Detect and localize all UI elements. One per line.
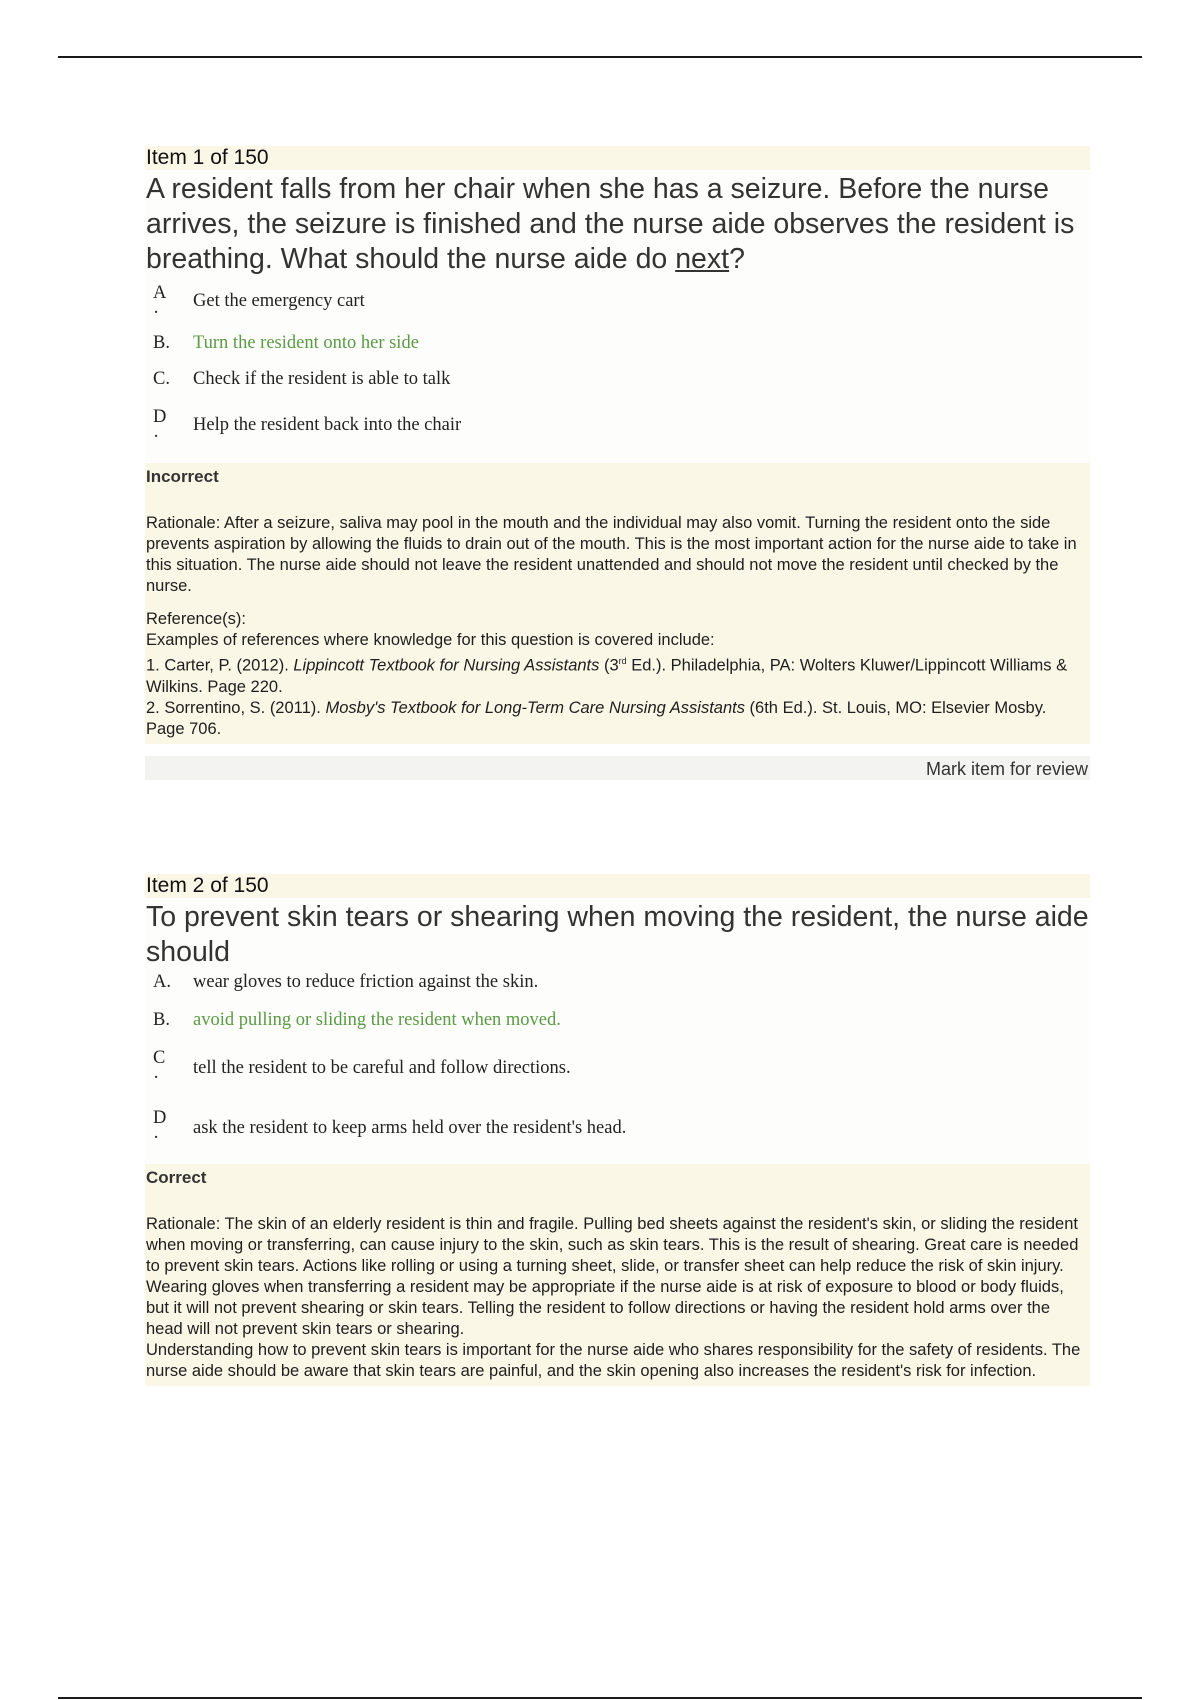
item-2 [145, 874, 1090, 1386]
item-1-options [145, 277, 1090, 463]
option-letter: D · [153, 407, 167, 447]
option-letter: B. [153, 1010, 170, 1030]
item-1-option-d[interactable] [145, 407, 1090, 457]
option-letter: D · [153, 1108, 167, 1148]
option-text: Get the emergency cart [193, 291, 365, 311]
item-1 [145, 146, 1090, 780]
option-text: wear gloves to reduce friction against the skin. [193, 972, 539, 992]
item-1-feedback [145, 463, 1090, 744]
item-2-stem: To prevent skin tears or shearing when moving the resident, the nurse aide should [146, 901, 1089, 968]
item-2-option-c[interactable] [145, 1048, 1090, 1108]
item-2-question [145, 900, 1090, 1164]
reference-1: 1. Carter, P. (2012). Lippincott Textbook for Nursing Assistants (3rd Ed.). Philadelphia, PA: Wolters Kluwer/Lippincott Williams & Wilkins. Page 220. [146, 656, 1068, 696]
option-text: ask the resident to keep arms held over the resident's head. [193, 1118, 627, 1138]
option-text: Help the resident back into the chair [193, 415, 462, 435]
item-1-question [145, 172, 1090, 463]
option-text: Check if the resident is able to talk [193, 369, 451, 389]
stem-emphasis: next [675, 243, 730, 275]
item-2-rationale-1: Rationale: The skin of an elderly resident is thin and fragile. Pulling bed sheets against the resident's skin, or sliding the resident when moving or transferring, can cause injury to the skin, such as skin tears. This is the result of shearing. Great care is needed to prevent skin tears. Actions like rolling or using a turning sheet, slide, or transfer sheet can help reduce the risk of skin injury. [146, 1215, 1079, 1275]
bottom-rule [58, 1697, 1142, 1699]
option-letter: C. [153, 369, 170, 389]
option-text: avoid pulling or sliding the resident when moved. [193, 1010, 561, 1030]
item-2-rationale-3: Understanding how to prevent skin tears is important for the nurse aide who shares responsibility for the safety of residents. The nurse aide should be aware that skin tears are painful, and the skin opening also increases the resident's risk for infection. [146, 1341, 1081, 1380]
reference-2: 2. Sorrentino, S. (2011). Mosby's Textbook for Long-Term Care Nursing Assistants (6th Ed.). St. Louis, MO: Elsevier Mosby. Page 706. [146, 698, 1047, 738]
references-intro: Examples of references where knowledge for this question is covered include: [146, 631, 715, 649]
stem-text: A resident falls from her chair when she has a seizure. Before the nurse arrives, the seizure is finished and the nurse aide observes the resident is breathing. What should the nurse aide do [146, 173, 1075, 275]
item-1-option-c[interactable] [145, 369, 1090, 407]
references-title: Reference(s): [146, 610, 246, 628]
top-rule [58, 56, 1142, 58]
item-1-stem [145, 172, 1090, 277]
item-1-status: Incorrect [146, 467, 219, 486]
item-2-feedback [145, 1164, 1090, 1386]
item-2-option-a[interactable] [145, 972, 1090, 1010]
option-letter: B. [153, 333, 170, 353]
item-2-rationale-2: Wearing gloves when transferring a resident may be appropriate if the nurse aide is at risk of exposure to blood or body fluids, but it will not prevent shearing or skin tears. Telling the resident to follow directions or having the resident hold arms over the head will not prevent skin tears or shearing. [146, 1278, 1064, 1338]
item-1-rationale: Rationale: After a seizure, saliva may pool in the mouth and the individual may also vomit. Turning the resident onto the side prevents aspiration by allowing the fluids to drain out of the mouth. This is the most important action for the nurse aide to take in this situation. The nurse aide should not leave the resident unattended and should not move the resident until checked by the nurse. [146, 514, 1077, 595]
option-text: Turn the resident onto her side [193, 333, 419, 353]
item-2-status: Correct [146, 1168, 207, 1187]
item-1-option-a[interactable] [145, 283, 1090, 333]
option-letter: A. [153, 972, 171, 992]
mark-for-review[interactable]: Mark item for review [145, 756, 1090, 780]
item-1-header: Item 1 of 150 [145, 146, 1090, 170]
option-letter: A · [153, 283, 167, 323]
option-letter: C · [153, 1048, 166, 1088]
item-2-options [145, 970, 1090, 1164]
stem-end: ? [729, 243, 745, 275]
item-2-option-d[interactable] [145, 1108, 1090, 1158]
item-2-header: Item 2 of 150 [145, 874, 1090, 898]
item-1-option-b[interactable] [145, 333, 1090, 369]
option-text: tell the resident to be careful and follow directions. [193, 1058, 571, 1078]
item-2-option-b[interactable] [145, 1010, 1090, 1048]
